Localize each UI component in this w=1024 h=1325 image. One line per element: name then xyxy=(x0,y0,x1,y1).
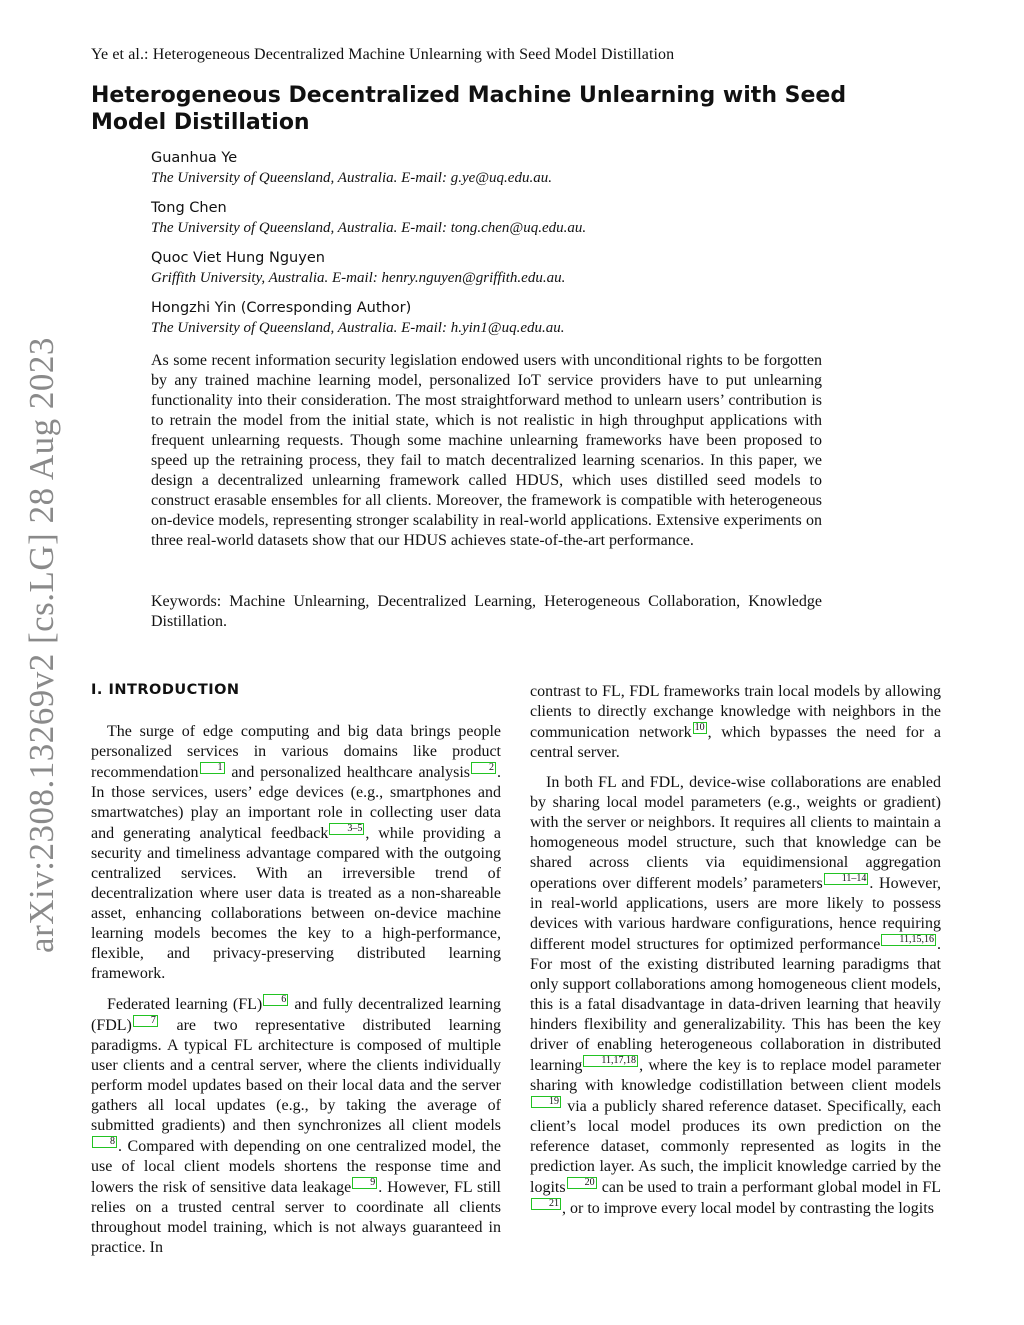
author-block xyxy=(151,198,586,238)
author-affiliation: The University of Queensland, Australia. E-mail: g.ye@uq.edu.au. xyxy=(151,170,552,186)
arxiv-identifier xyxy=(18,337,66,953)
text-run: Federated learning (FL) xyxy=(107,996,263,1013)
text-run: . Compared with depending on one centralized model, the use of local client models shortens the response time and lowers the risk of sensitive data leakage xyxy=(91,1138,501,1196)
citation-link[interactable]: 9 xyxy=(352,1177,377,1189)
text-run: can be used to train a performant global model in FL xyxy=(597,1179,941,1196)
section-heading: I. INTRODUCTION xyxy=(91,682,240,698)
author-affiliation: The University of Queensland, Australia. E-mail: tong.chen@uq.edu.au. xyxy=(151,220,587,236)
citation-link[interactable]: 3–5 xyxy=(329,823,364,835)
author-name: Hongzhi Yin (Corresponding Author) xyxy=(151,300,412,316)
citation-link[interactable]: 6 xyxy=(263,994,288,1006)
author-name: Guanhua Ye xyxy=(151,150,238,166)
citation-link[interactable]: 8 xyxy=(92,1136,117,1148)
citation-link[interactable]: 11–14 xyxy=(824,873,869,885)
text-run: , which bypasses the need for a central server. xyxy=(530,724,941,761)
text-run: . However, FL still relies on a trusted central server to coordinate all clients throughout model training, which is not always guaranteed in practice. In xyxy=(91,1179,501,1256)
paragraph xyxy=(91,994,501,1258)
author-name: Tong Chen xyxy=(151,200,227,216)
text-run: , where the key is to replace model parameter sharing with knowledge codistillation between client models xyxy=(530,1057,941,1094)
author-affiliation: The University of Queensland, Australia. E-mail: h.yin1@uq.edu.au. xyxy=(151,320,565,336)
citation-link[interactable]: 10 xyxy=(694,722,705,733)
abstract: As some recent information security legislation endowed users with unconditional rights to be forgotten by any trained machine learning model, personalized IoT service providers have to put unlearning functionality into their consideration. The most straightforward method to unlearn users’ contribution is to retrain the model from the initial state, which is not realistic in high throughput applications with frequent unlearning requests. Though some machine unlearning frameworks have been proposed to speed up the retraining process, they fail to match decentralized learning scenarios. In this paper, we design a decentralized unlearning framework called HDUS, which uses distilled seed models to construct erasable ensembles for all clients. Moreover, the framework is compatible with heterogeneous on-device models, representing stronger scalability in real-world applications. Extensive experiments on three real-world datasets show that our HDUS achieves state-of-the-art performance. xyxy=(151,352,822,549)
right-column xyxy=(530,682,941,1219)
text-run: via a publicly shared reference dataset. Specifically, each client’s local model produces its own prediction on the reference dataset, commonly represented as logits in the prediction layer. As such, the implicit knowledge carried by the logits xyxy=(530,1098,941,1196)
text-run: and fully decentralized learning (FDL) xyxy=(91,996,502,1034)
paper-title: Heterogeneous Decentralized Machine Unlearning with Seed Model Distillation xyxy=(91,83,847,135)
author-block xyxy=(151,148,552,188)
running-head: Ye et al.: Heterogeneous Decentralized Machine Unlearning with Seed Model Distillation xyxy=(91,46,675,63)
citation-link[interactable]: 20 xyxy=(567,1177,597,1189)
text-run: . For most of the existing distributed learning paradigms that only support collaborations among homogeneous client models, this is a fatal disadvantage in data-driven learning that heavily hinders flexibility and generalizability. This has been the key driver of enabling heterogeneous collaboration in distributed learning xyxy=(530,936,941,1074)
citation-link[interactable]: 19 xyxy=(531,1096,561,1108)
paragraph xyxy=(91,722,501,984)
citation-link[interactable]: 7 xyxy=(133,1015,158,1027)
paragraph xyxy=(530,682,941,763)
author-block xyxy=(151,248,565,288)
arxiv-identifier-text: arXiv:2308.13269v2 [cs.LG] 28 Aug 2023 xyxy=(22,337,61,953)
author-name: Quoc Viet Hung Nguyen xyxy=(151,250,325,266)
author-block xyxy=(151,298,564,338)
text-run: contrast to FL, FDL frameworks train local models by allowing clients to directly exchange knowledge with neighbors in the communication network xyxy=(530,683,941,741)
text-run: , or to improve every local model by contrasting the logits xyxy=(562,1200,934,1217)
left-column xyxy=(91,722,501,1258)
keywords: Keywords: Machine Unlearning, Decentralized Learning, Heterogeneous Collaboration, Knowledge Distillation. xyxy=(151,593,822,630)
text-run: , while providing a security and timeliness advantage compared with the outgoing centralized services. With an irreversible trend of decentralization where user data is treated as a non-shareable asset, enhancing collaborations between on-device machine learning models becomes the key to a high-performance, flexible, and privacy-preserving distributed learning framework. xyxy=(91,825,501,982)
text-run: are two representative distributed learning paradigms. A typical FL architecture is composed of multiple user clients and a central server, where the clients individually perform model updates based on their local data and the server gathers all local updates (e.g., by taking the average of submitted gradients) and then synchronizes all client models xyxy=(91,1017,501,1134)
citation-link[interactable]: 11,17,18 xyxy=(583,1055,638,1067)
text-run: The surge of edge computing and big data brings people personalized services in various domains like product recommendation xyxy=(91,723,501,781)
citation-link[interactable]: 2 xyxy=(471,762,496,774)
citation-link[interactable]: 1 xyxy=(200,762,225,774)
text-run: In both FL and FDL, device-wise collaborations are enabled by sharing local model parameters (e.g., weights or gradient) with the server or neighbors. It requires all clients to maintain a homogeneous model structure, such that knowledge can be shared across clients via equidimensional aggregation operations over different models’ parameters xyxy=(530,774,941,892)
citation-link[interactable]: 21 xyxy=(531,1198,561,1210)
text-run: . However, in real-world applications, users are more likely to possess devices with various hardware configurations, hence requiring different model structures for optimized performance xyxy=(530,875,942,953)
citation-link[interactable]: 11,15,16 xyxy=(881,934,936,946)
text-run: . In those services, users’ edge devices (e.g., smartphones and smartwatches) play an important role in collecting user data and generating analytical feedback xyxy=(91,764,501,842)
paragraph xyxy=(530,773,941,1219)
author-affiliation: Griffith University, Australia. E-mail: henry.nguyen@griffith.edu.au. xyxy=(151,270,566,286)
text-run: and personalized healthcare analysis xyxy=(225,764,470,781)
